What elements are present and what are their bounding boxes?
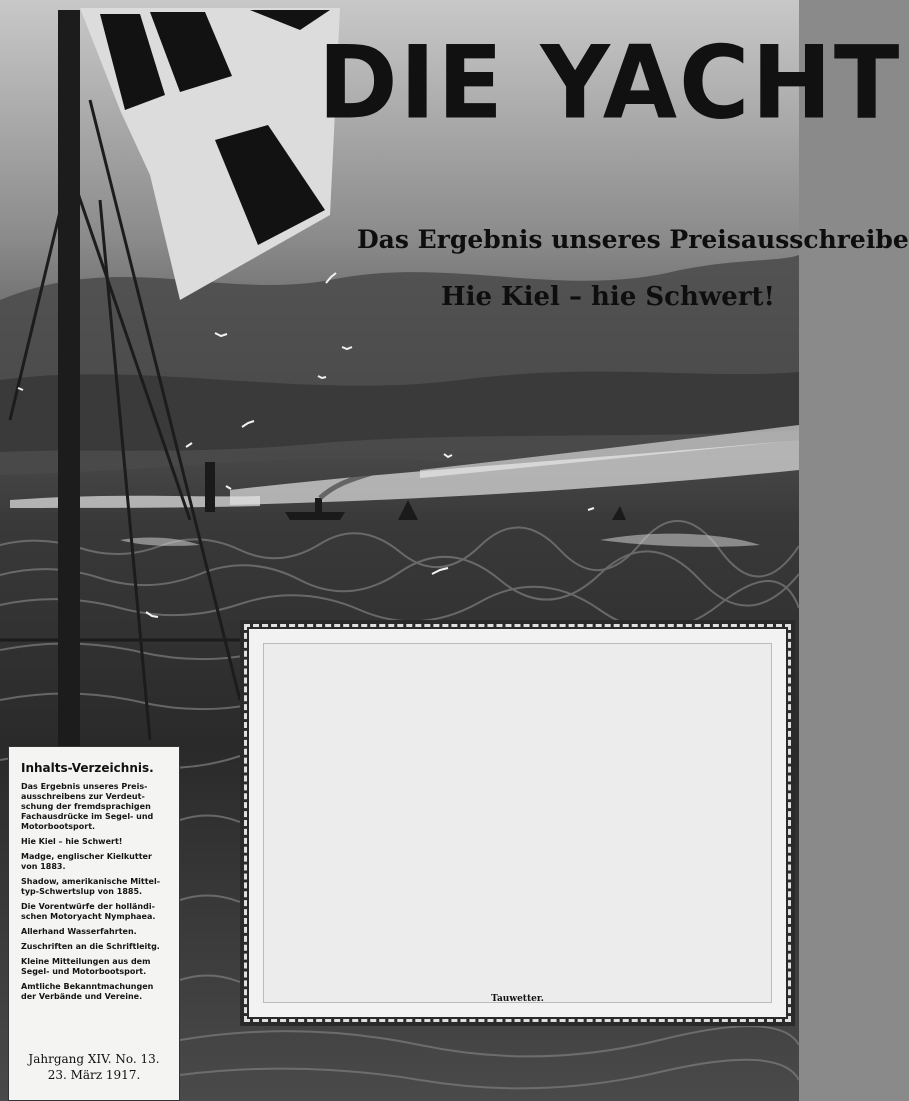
- toc-item: Zuschriften an die Schriftleitg.: [21, 942, 160, 951]
- toc-item: Shadow, amerikanische Mittel- typ-Schwertslup von 1885.: [21, 877, 161, 896]
- toc-title: Inhalts-Verzeichnis.: [21, 761, 154, 775]
- toc-item: Madge, englischer Kielkutter von 1883.: [21, 852, 152, 871]
- table-of-contents: [8, 746, 180, 1101]
- lighthouse: [205, 462, 215, 512]
- photo-frame: [240, 620, 795, 1026]
- harbor-photo: [288, 665, 768, 995]
- toc-item: Die Vorentwürfe der holländi- schen Motoryacht Nymphaea.: [21, 902, 156, 921]
- magazine-title: DIE YACHT: [318, 24, 902, 142]
- toc-item: Amtliche Bekanntmachungen der Verbände und Vereine.: [21, 982, 154, 1001]
- issue-info: [9, 1051, 179, 1083]
- headline-kiel-schwert: Hie Kiel – hie Schwert!: [441, 282, 775, 312]
- issue-volume: Jahrgang XIV. No. 13.: [28, 1052, 160, 1066]
- toc-item: Hie Kiel – hie Schwert!: [21, 837, 123, 846]
- toc-item: Das Ergebnis unseres Preis- ausschreibens zur Verdeut- schung der fremdsprachigen Fachausdrücke im Segel- und Motorbootsport.: [21, 782, 154, 831]
- toc-item: Allerhand Wasserfahrten.: [21, 927, 137, 936]
- issue-date: 23. März 1917.: [47, 1068, 141, 1082]
- photo-mat: [263, 643, 772, 1003]
- headline-preisausschreiben: Das Ergebnis unseres Preisausschreibe: [357, 225, 909, 254]
- photo-caption: Tauwetter.: [491, 994, 544, 1004]
- toc-item: Kleine Mitteilungen aus dem Segel- und Motorbootsport.: [21, 957, 151, 976]
- toc-list: [21, 782, 173, 1002]
